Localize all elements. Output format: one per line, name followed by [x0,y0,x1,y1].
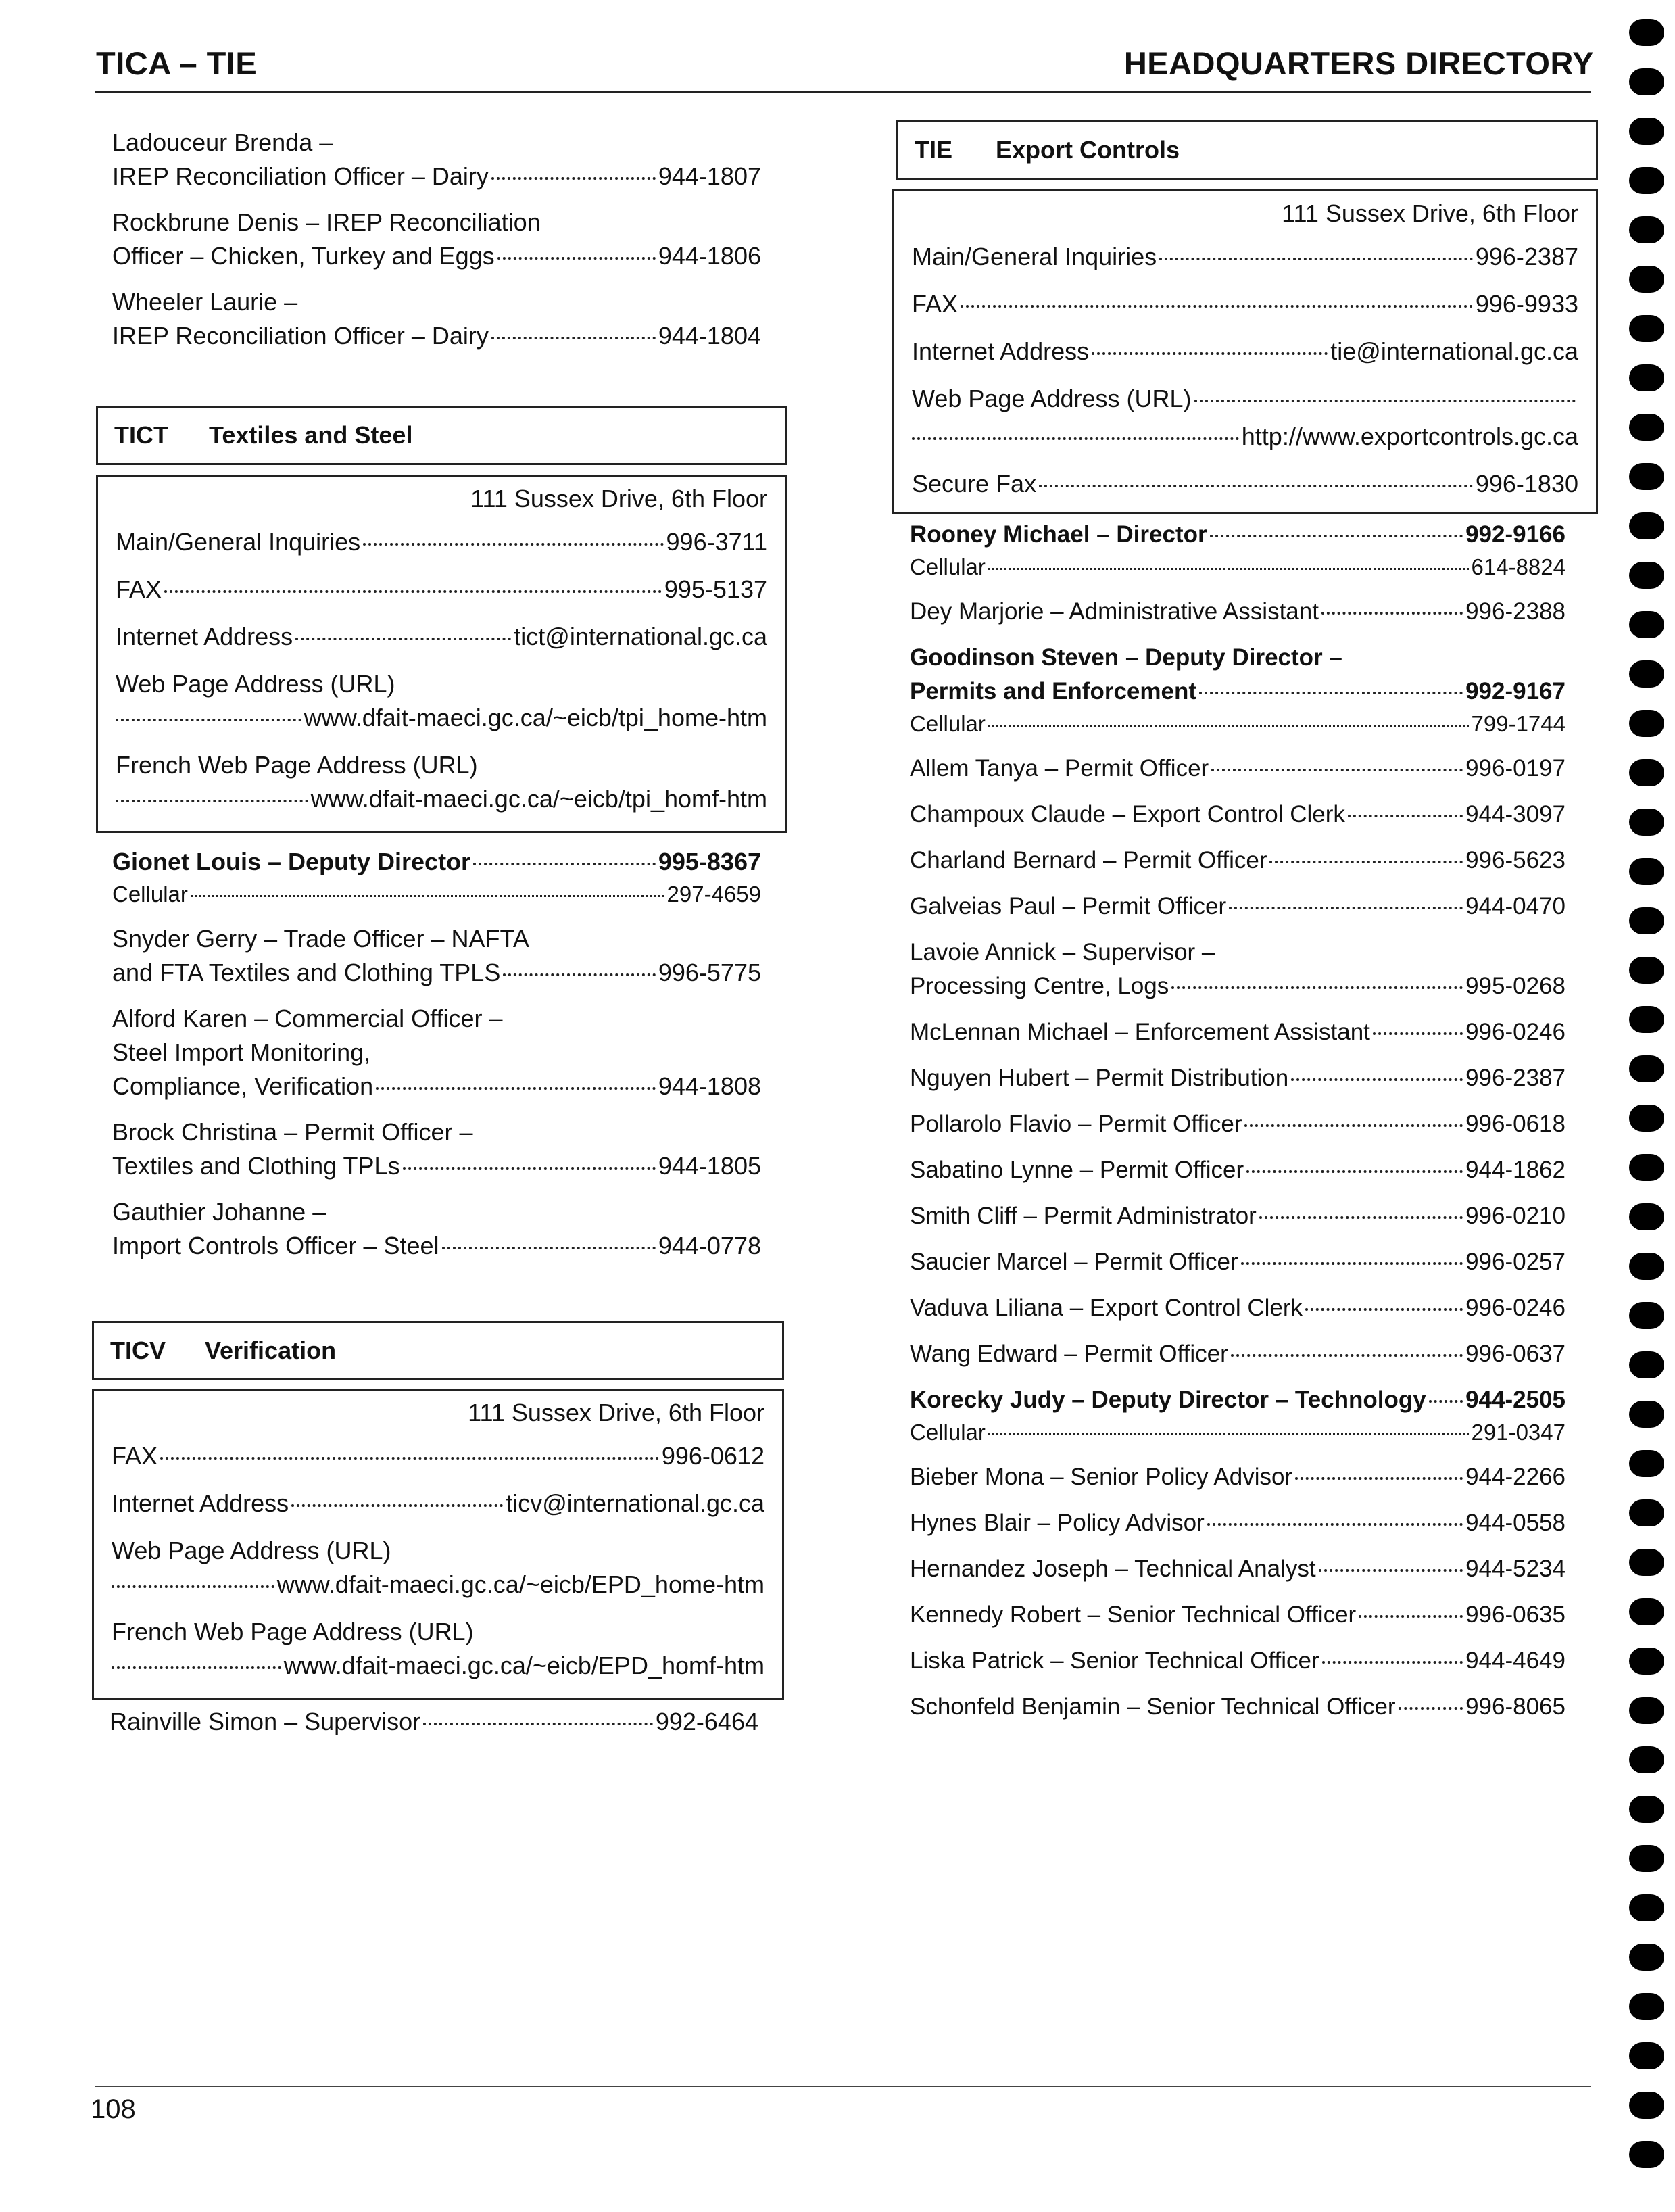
list-item: Alford Karen – Commercial Officer – Steel Import Monitoring, Compliance, Verification 944-1808 [112,1005,761,1100]
binding-hole [1629,660,1664,688]
tict-entries [112,845,761,1275]
list-item: Lavoie Annick – Supervisor – Processing Centre, Logs 995-0268 [910,939,1565,999]
list-item: Snyder Gerry – Trade Officer – NAFTA and FTA Textiles and Clothing TPLS 996-5775 [112,925,761,986]
url-link: www.dfait-maeci.gc.ca/~eicb/EPD_home-htm [276,1570,764,1598]
url-link: www.dfait-maeci.gc.ca/~eicb/tpi_homf-htm [310,785,767,813]
binding-hole [1629,2141,1664,2168]
binding-hole [1629,759,1664,786]
binding-hole [1629,2092,1664,2119]
section-header-ticv: TICV Verification [92,1321,784,1380]
binding-hole [1629,1944,1664,1971]
list-item: Allem Tanya – Permit Officer 996-0197 [910,755,1565,782]
tie-info-box: 111 Sussex Drive, 6th Floor Main/General Inquiries 996-2387 FAX 996-9933 Internet Address tie@international.gc.ca Web Page Address (URL) http://www.exportcontrols.gc.ca Secure Fax 996-1830 [892,189,1598,514]
list-item: Goodinson Steven – Deputy Director – Permits and Enforcement 992-9167 Cellular 799-1744 [910,644,1565,736]
binding-hole [1629,1796,1664,1823]
binding-hole [1629,216,1664,243]
binding-hole [1629,315,1664,342]
list-item: Pollarolo Flavio – Permit Officer 996-0618 [910,1111,1565,1137]
list-item: Hynes Blair – Policy Advisor 944-0558 [910,1510,1565,1536]
list-item: Bieber Mona – Senior Policy Advisor 944-2266 [910,1464,1565,1490]
email-address: ticv@international.gc.ca [506,1489,764,1517]
list-item: Gauthier Johanne – Import Controls Officer – Steel 944-0778 [112,1198,761,1259]
phone-number: 944-1804 [658,322,761,350]
tie-entries [910,518,1565,1736]
binding-hole [1629,1401,1664,1428]
list-item: Galveias Paul – Permit Officer 944-0470 [910,893,1565,919]
list-item: Wang Edward – Permit Officer 996-0637 [910,1341,1565,1367]
binding-hole [1629,1055,1664,1082]
list-item: Ladouceur Brenda – IREP Reconciliation Officer – Dairy 944-1807 [112,126,761,193]
binding-hole [1629,809,1664,836]
binding-hole [1629,562,1664,589]
list-item: Smith Cliff – Permit Administrator 996-0210 [910,1203,1565,1229]
list-item: Rainville Simon – Supervisor 992-6464 [110,1708,758,1735]
phone-number: 944-1807 [658,162,761,190]
phone-number: 944-1806 [658,242,761,270]
list-item: Rooney Michael – Director 992-9166 Cellular 614-8824 [910,521,1565,579]
binding-hole [1629,1746,1664,1773]
binding-hole [1629,1697,1664,1724]
binding-hole [1629,611,1664,638]
footer-rule [95,2086,1591,2087]
binding-hole [1629,1006,1664,1033]
list-item: Charland Bernard – Permit Officer 996-5623 [910,847,1565,873]
binding-hole [1629,512,1664,539]
email-address: tie@international.gc.ca [1330,337,1578,365]
binding-hole [1629,1499,1664,1526]
list-item: Dey Marjorie – Administrative Assistant 996-2388 [910,598,1565,625]
ticv-entries [110,1705,758,1751]
binding-hole [1629,1450,1664,1477]
binding-hole [1629,167,1664,194]
binding-hole [1629,414,1664,441]
page-number: 108 [91,2094,136,2124]
list-item: Wheeler Laurie – IREP Reconciliation Officer – Dairy 944-1804 [112,285,761,353]
binding-hole [1629,1154,1664,1181]
address: 111 Sussex Drive, 6th Floor [470,485,767,512]
binding-hole [1629,1993,1664,2020]
url-link: http://www.exportcontrols.gc.ca [1241,423,1578,450]
binding-hole [1629,68,1664,95]
list-item: Liska Patrick – Senior Technical Officer 944-4649 [910,1648,1565,1674]
header-section-range: TICA – TIE [96,45,258,81]
binding-hole [1629,1105,1664,1132]
list-item: Kennedy Robert – Senior Technical Officer 996-0635 [910,1602,1565,1628]
binding-hole [1629,710,1664,737]
binding-hole [1629,118,1664,145]
address: 111 Sussex Drive, 6th Floor [1282,199,1578,227]
email-address: tict@international.gc.ca [514,623,767,650]
list-item: Korecky Judy – Deputy Director – Technology 944-2505 Cellular 291-0347 [910,1387,1565,1445]
header-directory-title: HEADQUARTERS DIRECTORY [1123,45,1594,81]
section-header-tie: TIE Export Controls [896,120,1598,180]
binding-hole [1629,957,1664,984]
binding-hole [1629,19,1664,46]
list-item: McLennan Michael – Enforcement Assistant 996-0246 [910,1019,1565,1045]
binding-hole [1629,1648,1664,1675]
section-header-tict: TICT Textiles and Steel [96,406,787,465]
header-rule [95,91,1591,93]
list-item: Brock Christina – Permit Officer – Textiles and Clothing TPLs 944-1805 [112,1118,761,1180]
binding-hole [1629,266,1664,293]
binding-hole [1629,1598,1664,1625]
binding-hole [1629,1351,1664,1378]
binding-hole [1629,1203,1664,1230]
list-item: Champoux Claude – Export Control Clerk 944-3097 [910,801,1565,827]
binding-hole [1629,1253,1664,1280]
binding-hole [1629,858,1664,885]
left-top-entries [112,126,761,365]
tict-info-box: 111 Sussex Drive, 6th Floor Main/General Inquiries 996-3711 FAX 995-5137 Internet Address tict@international.gc.ca Web Page Address (URL) www.dfait-maeci.gc.ca/~eicb/tpi_home-htm French Web Page Address (URL) www.dfait-maeci.gc.ca/~eicb/tpi_homf-htm [96,475,787,833]
url-link: www.dfait-maeci.gc.ca/~eicb/EPD_homf-htm [283,1652,764,1679]
list-item: Schonfeld Benjamin – Senior Technical Officer 996-8065 [910,1693,1565,1720]
binding-hole [1629,2042,1664,2069]
binding-hole [1629,1549,1664,1576]
ticv-info-box: 111 Sussex Drive, 6th Floor FAX 996-0612 Internet Address ticv@international.gc.ca Web Page Address (URL) www.dfait-maeci.gc.ca/~eicb/EPD_home-htm French Web Page Address (URL) www.dfait-maeci.gc.ca/~eicb/EPD_homf-htm [92,1389,784,1700]
list-item: Vaduva Liliana – Export Control Clerk 996-0246 [910,1295,1565,1321]
list-item: Sabatino Lynne – Permit Officer 944-1862 [910,1157,1565,1183]
binding-hole [1629,1302,1664,1329]
address: 111 Sussex Drive, 6th Floor [468,1399,764,1426]
list-item: Rockbrune Denis – IREP Reconciliation Officer – Chicken, Turkey and Eggs 944-1806 [112,206,761,273]
binding-hole [1629,1894,1664,1921]
list-item: Nguyen Hubert – Permit Distribution 996-2387 [910,1065,1565,1091]
url-link: www.dfait-maeci.gc.ca/~eicb/tpi_home-htm [304,704,767,731]
binding-hole [1629,463,1664,490]
binding-hole [1629,1845,1664,1872]
list-item: Saucier Marcel – Permit Officer 996-0257 [910,1249,1565,1275]
list-item: Gionet Louis – Deputy Director 995-8367 Cellular 297-4659 [112,848,761,907]
binding-hole [1629,364,1664,391]
list-item: Hernandez Joseph – Technical Analyst 944-5234 [910,1556,1565,1582]
binding-hole [1629,907,1664,934]
